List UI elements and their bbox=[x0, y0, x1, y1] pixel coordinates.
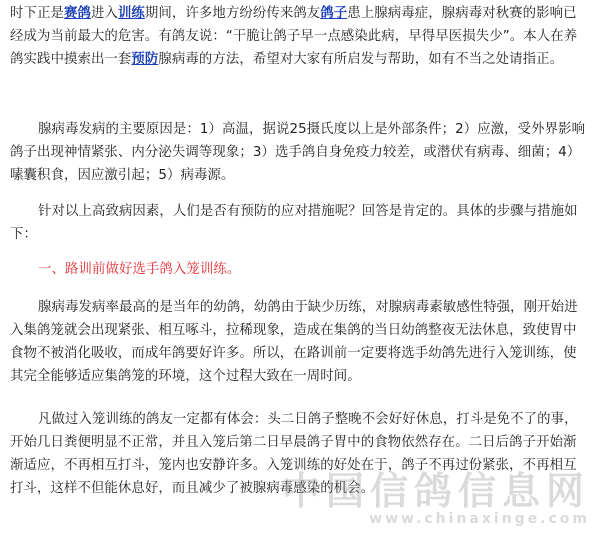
intro-text-3: 期间，许多地方纷纷传来鸽友 bbox=[144, 6, 321, 21]
link-gezi[interactable]: 鸽子 bbox=[320, 6, 348, 21]
paragraph-cage-training bbox=[10, 408, 588, 500]
paragraph-young-pigeons bbox=[10, 296, 588, 388]
intro-text-2: 进入 bbox=[90, 6, 118, 21]
intro-text-1: 时下正是 bbox=[10, 6, 64, 21]
causes-text: 腺病毒发病的主要原因是：1）高温，据说25摄氏度以上是外部条件；2）应激，受外界影响鸽子出现神情紧张、内分泌失调等现象；3）选手鸽自身免疫力较差，或潜伏有病毒、细菌；4）嗉囊积食，因应激引起；5）病毒源。 bbox=[10, 122, 586, 183]
link-xunlian[interactable]: 训练 bbox=[117, 6, 145, 21]
measures-intro-text: 针对以上高致病因素，人们是否有预防的应对措施呢？回答是肯定的。具体的步骤与措施如下： bbox=[10, 204, 578, 242]
intro-text-4: 患上腺病毒症，腺病毒对秋赛的影响已经成为当前最大的危害。有鸽友说：“干脆让鸽子早一点感染此病，早得早医损失少”。本人在养鸽实践中摸索出一套 bbox=[10, 6, 578, 67]
link-yufang[interactable]: 预防 bbox=[131, 52, 159, 67]
paragraph-causes bbox=[10, 118, 588, 187]
intro-text-5: 腺病毒的方法，希望对大家有所启发与帮助，如有不当之处请指正。 bbox=[158, 52, 564, 67]
watermark-chinese: 中国信鸽信息网 bbox=[281, 469, 590, 513]
section-heading-1 bbox=[10, 258, 588, 281]
paragraph-measures-intro bbox=[10, 200, 588, 246]
paragraph-intro bbox=[10, 2, 588, 71]
watermark-url: www.chinaxinge.com bbox=[369, 511, 590, 527]
young-pigeons-text: 腺病毒发病率最高的是当年的幼鸽，幼鸽由于缺少历练，对腺病毒素敏感性特强，刚开始进入集鸽笼就会出现紧张、相互啄斗，拉稀现象，造成在集鸽的当日幼鸽整夜无法休息，致使胃中食物不被消化吸收，而成年鸽要好许多。所以，在路训前一定要将选手幼鸽先进行入笼训练，使其完全能够适应集鸽笼的环境，这个过程大致在一周时间。 bbox=[10, 300, 578, 384]
link-saige[interactable]: 赛鸽 bbox=[63, 6, 91, 21]
cage-training-text: 凡做过入笼训练的鸽友一定都有体会：头二日鸽子整晚不会好好休息，打斗是免不了的事，开始几日粪便明显不正常，并且入笼后第二日早晨鸽子胃中的食物依然存在。二日后鸽子开始渐渐适应，不再相互打斗，笼内也安静许多。入笼训练的好处在于，鸽子不再过份紧张，不再相互打斗，这样不但能休息好，而且减少了被腺病毒感染的机会。 bbox=[10, 412, 578, 496]
section-heading-text: 一、路训前做好选手鸽入笼训练。 bbox=[38, 262, 241, 277]
